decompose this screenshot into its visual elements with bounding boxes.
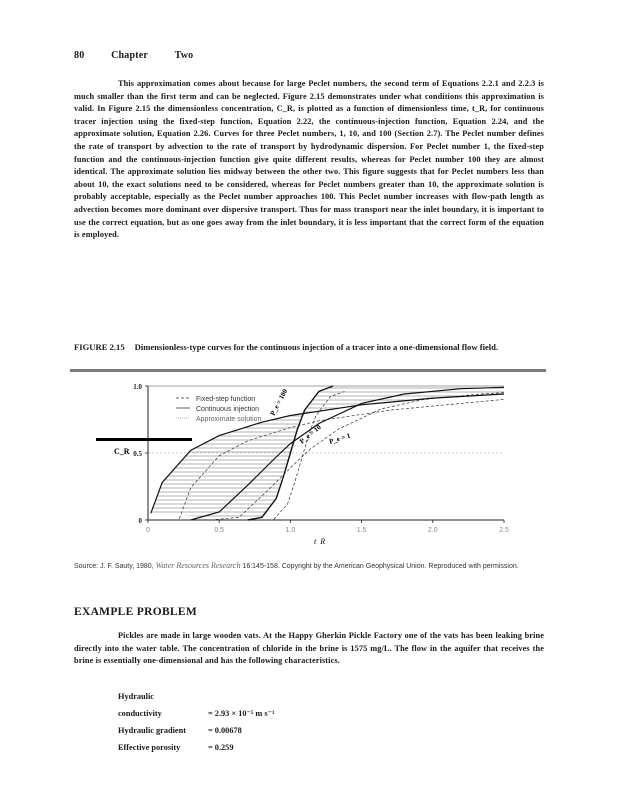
param-name: Hydraulic conductivity	[118, 692, 162, 718]
example-parameters	[118, 688, 275, 756]
param-row	[118, 739, 275, 756]
example-paragraph: Pickles are made in large wooden vats. At the Happy Gherkin Pickle Factory one of the vats has been leaking brine directly into the water table. The concentration of chloride in the brine is 1575 mg/L. The flow in the aquifer that receives the brine is essentially one-dimensional and has the following characteristics.	[74, 631, 544, 666]
legend	[176, 396, 261, 423]
figure-caption	[74, 341, 544, 353]
param-row	[118, 722, 275, 739]
body-paragraph: This approximation comes about because for large Peclet numbers, the second term of Equations 2.2.1 and 2.2.3 is much smaller than the first term and can be neglected. Figure 2.15 demonstrates under what conditions this approximation is valid. In Figure 2.15 the dimensionless concentration, C_R, is plotted as a function of dimensionless time, t_R, for continuous tracer injection using the fixed-step function, Equation 2.22, the continuous-injection function, Equation 2.24, and the approximate solution, Equation 2.26. Curves for three Peclet numbers, 1, 10, and 100 (Section 2.7). The Peclet number defines the rate of transport by advection to the rate of transport by hydrodynamic dispersion. For Peclet number 1, the fixed-step function and the continuous-injection function give quite different results, whereas for Peclet number 100 they are almost identical. The approximate solution lies midway between the other two. This figure suggests that for Peclet numbers less than about 10, the exact solutions need to be considered, whereas for Peclet numbers greater than 10, the approximate solution is probably acceptable, especially as the Peclet number approaches 100. This Peclet number increases with flow-path length as advection becomes more dominant over dispersive transport. Thus for mass transport near the inlet boundary, it is important to use the correct equation, but as one goes away from the inlet boundary, it is less important that the correct form of the equation is employed.	[74, 79, 544, 240]
source-journal: Water Resources Research	[155, 561, 241, 570]
x-tick-label: 2.5	[499, 527, 509, 534]
x-tick-label: 1.0	[285, 527, 296, 534]
x-tick-label: 1.5	[356, 527, 367, 534]
curve-label-pe10: P_e = 10	[298, 423, 323, 446]
page-header	[74, 50, 217, 61]
example-title: EXAMPLE PROBLEM	[74, 606, 198, 618]
param-value: = 0.259	[208, 743, 234, 752]
y-tick-label: 0	[138, 517, 142, 525]
page-number: 80	[74, 50, 85, 61]
source-text: Source: J. F. Sauty, 1980,	[74, 563, 154, 570]
chapter-number: Two	[174, 50, 194, 61]
x-tick-label: 0.5	[214, 527, 225, 534]
param-name: Hydraulic gradient	[118, 726, 186, 735]
figure-caption-text: Dimensionless-type curves for the continuous injection of a tracer into a one-dimensional flow field.	[134, 342, 499, 352]
figure-label: FIGURE 2.15	[74, 342, 125, 352]
legend-approx: Approximate solution	[196, 416, 262, 423]
redaction-bar	[96, 438, 192, 441]
source-rest: 16:145-158. Copyright by the American Geophysical Union. Reproduced with permission.	[242, 563, 519, 570]
curve-label-pe1: P_e = 1	[328, 431, 352, 446]
x-axis-label: t_R	[314, 537, 326, 544]
y-tick-label: 0.5	[133, 450, 142, 458]
y-axis-label: C_R	[114, 447, 130, 456]
figure-rule	[70, 369, 546, 372]
param-name: Effective porosity	[118, 743, 181, 752]
x-tick-label: 0	[146, 527, 150, 534]
param-value: = 0.00678	[208, 726, 242, 735]
param-row	[118, 688, 275, 722]
x-tick-label: 2.0	[427, 527, 438, 534]
legend-continuous: Continuous injection	[196, 406, 260, 413]
curve-label-pe100: P_e = 100	[268, 387, 290, 417]
figure-source	[74, 560, 544, 572]
chapter-label: Chapter	[111, 50, 149, 61]
y-tick-label: 1.0	[133, 383, 142, 391]
legend-fixed: Fixed-step function	[196, 396, 256, 403]
chart	[96, 374, 510, 544]
param-value: = 2.93 × 10⁻⁵ m s⁻¹	[208, 709, 275, 718]
